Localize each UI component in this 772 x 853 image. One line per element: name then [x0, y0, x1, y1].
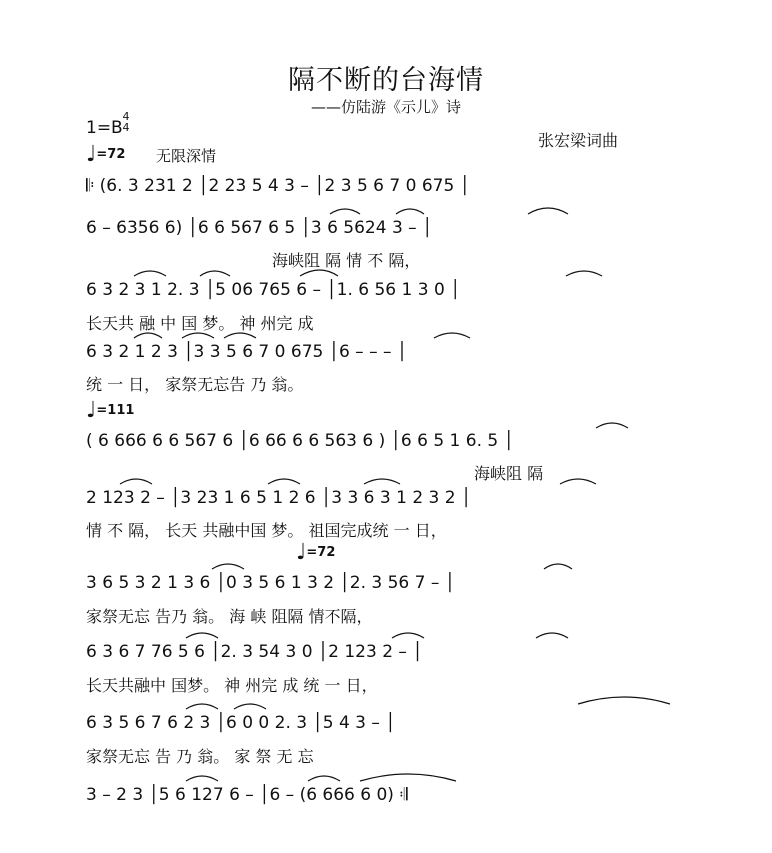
slur	[186, 704, 218, 709]
quarter-note-icon: ♩	[86, 142, 97, 167]
notation-line: 3 6 5 3 2 1 3 6 │0 3 5 6 1 3 2 │2. 3 56 7 – │	[86, 573, 456, 593]
notation-line: 6 3 2 1 2 3 │3 3 5 6 7 0 675 │6 – – – │	[86, 342, 408, 362]
slur	[134, 271, 166, 276]
notation-line: 𝄆 (6. 3 231 2 │2 23 5 4 3 – │2 3 5 6 7 0 675 │	[86, 176, 470, 196]
slur	[268, 479, 300, 484]
slur	[434, 333, 470, 338]
slur	[120, 479, 152, 484]
slur	[528, 208, 568, 214]
time-signature-bottom: 4	[122, 121, 130, 134]
slur	[396, 209, 424, 214]
lyric-line: 海峡阻 隔 情 不 隔，	[272, 251, 421, 270]
tempo-mark	[86, 142, 125, 167]
song-title: 隔不断的台海情	[288, 65, 484, 96]
tempo-mark	[296, 540, 335, 565]
slur	[392, 633, 424, 638]
notation-line: ( 6 666 6 6 567 6 │6 66 6 6 563 6 ) │6 6 5 1 6. 5 │	[86, 431, 514, 451]
lyric-line: 统 一 日， 家祭无忘告 乃 翁。	[86, 375, 304, 394]
composer-credit: 张宏梁词曲	[538, 131, 619, 150]
tempo-value: =72	[306, 545, 336, 560]
time-signature-top: 4	[122, 110, 130, 123]
slur	[364, 479, 400, 484]
lyric-line: 长天共 融 中 国 梦。 神 州完 成	[86, 314, 314, 333]
slur	[596, 423, 628, 428]
notation-line: 6 3 5 6 7 6 2 3 │6 0 0 2. 3 │5 4 3 – │	[86, 713, 396, 733]
slur	[186, 633, 218, 638]
expression-mark: 无限深情	[156, 147, 217, 165]
tempo-mark	[86, 398, 134, 423]
song-subtitle: ——仿陆游《示儿》诗	[310, 98, 461, 116]
quarter-note-icon: ♩	[296, 540, 307, 565]
slur	[560, 479, 596, 484]
lyric-line: 长天共融中 国梦。 神 州完 成 统 一 日，	[86, 676, 378, 695]
quarter-note-icon: ♩	[86, 398, 97, 423]
notation-line: 3 – 2 3 │5 6 127 6 – │6 – (6 666 6 0) 𝄇	[86, 785, 408, 805]
notation-line: 6 – 6356 6) │6 6 567 6 5 │3 6 5624 3 – │	[86, 218, 433, 238]
slur	[200, 271, 230, 276]
slur	[330, 209, 360, 214]
notation-line: 2 123 2 – │3 23 1 6 5 1 2 6 │3 3 6 3 1 2 3 2 │	[86, 488, 472, 508]
slur	[536, 633, 568, 638]
slur	[578, 697, 670, 704]
tempo-value: =72	[96, 147, 126, 162]
notation-line: 6 3 6 7 76 5 6 │2. 3 54 3 0 │2 123 2 – │	[86, 642, 423, 662]
slur	[186, 776, 218, 781]
notation-line: 6 3 2 3 1 2. 3 │5 06 765 6 – │1. 6 56 1 3 0 │	[86, 280, 461, 300]
time-signature	[118, 111, 134, 133]
slur	[234, 704, 266, 709]
key-signature: 1=B	[86, 118, 123, 138]
lyric-line: 家祭无忘 告乃 翁。 海 峡 阻隔 情不隔，	[86, 607, 373, 626]
tempo-value: =111	[96, 403, 135, 418]
slur	[360, 774, 456, 781]
slur	[212, 564, 244, 569]
lyric-line: 情 不 隔， 长天 共融中国 梦。 祖国完成统 一 日，	[86, 521, 447, 540]
lyric-line: 家祭无忘 告 乃 翁。 家 祭 无 忘	[86, 747, 314, 766]
lyric-line: 海峡阻 隔	[474, 464, 544, 483]
slur	[308, 776, 340, 781]
slur	[566, 271, 602, 276]
slur	[544, 564, 572, 569]
